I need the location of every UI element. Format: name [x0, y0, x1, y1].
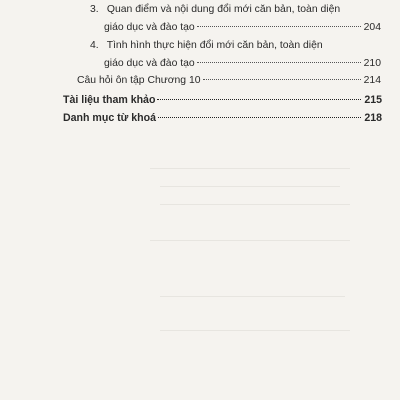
toc-references-entry[interactable] [63, 94, 382, 107]
toc-review-label: Câu hỏi ôn tập Chương 10 [77, 75, 201, 86]
toc-item-4-text-line1: Tình hình thực hiện đổi mới căn bản, toàn diện [106, 40, 323, 51]
toc-keywords-entry[interactable] [63, 112, 382, 125]
show-through-line [150, 240, 350, 241]
toc-review-page: 214 [363, 75, 381, 86]
show-through-line [150, 168, 350, 169]
toc-item-4-number: 4. [90, 40, 99, 51]
show-through-line [160, 330, 350, 331]
dot-leader [203, 79, 361, 80]
toc-keywords-label: Danh mục từ khoá [63, 112, 157, 124]
toc-item-3-text-line2: giáo dục và đào tạo [104, 22, 195, 33]
toc-item-4-title-line1 [90, 39, 323, 52]
toc-item-3-page: 204 [363, 22, 381, 33]
toc-references-page: 215 [364, 94, 382, 106]
toc-item-3-entry[interactable] [104, 21, 381, 34]
toc-item-3-title-line1 [90, 3, 340, 16]
toc-references-label: Tài liệu tham khảo [63, 94, 156, 106]
dot-leader [197, 26, 361, 27]
show-through-line [160, 296, 345, 297]
toc-item-3-text-line1: Quan điểm và nội dung đổi mới căn bản, toàn diện [106, 4, 341, 15]
toc-item-4-text-line2: giáo dục và đào tạo [104, 58, 195, 69]
toc-item-3-number: 3. [90, 4, 99, 15]
toc-keywords-page: 218 [364, 112, 382, 124]
show-through-line [160, 186, 340, 187]
toc-item-4-page: 210 [363, 58, 381, 69]
dot-leader [157, 99, 361, 100]
show-through-line [160, 204, 350, 205]
toc-review-entry[interactable] [77, 74, 381, 87]
dot-leader [158, 117, 361, 118]
toc-item-4-entry[interactable] [104, 57, 381, 70]
dot-leader [197, 62, 361, 63]
